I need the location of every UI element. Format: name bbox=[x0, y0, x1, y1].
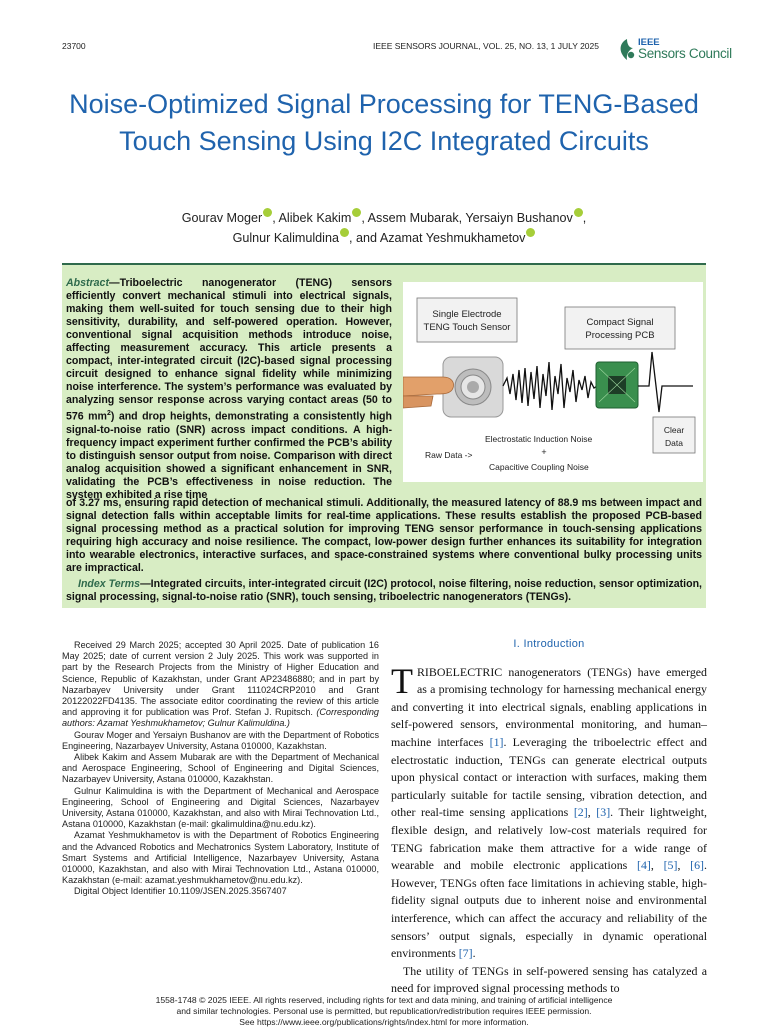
orcid-icon[interactable] bbox=[352, 208, 361, 217]
author-name: Yersaiyn Bushanov bbox=[465, 211, 573, 226]
finger-icon bbox=[403, 377, 454, 396]
noise-caption-2: Capacitive Coupling Noise bbox=[489, 462, 589, 472]
sensor-label-box bbox=[417, 298, 517, 342]
copyright-footer bbox=[60, 995, 708, 1027]
ieee-sensors-council-logo bbox=[617, 37, 732, 64]
author-list: Gourav Moger , Alibek Kakim , Assem Mubarak, Yersaiyn Bushanov , Gulnur Kalimuldina , and Azamat Yeshmukhametov bbox=[60, 208, 708, 248]
footnote-affiliation-3: Gulnur Kalimuldina is with the Department of Mechanical and Aerospace Engineering, School of Engineering and Digital Sciences, Nazarbayev University, Astana 010000, Kazakhstan, and also with Mirai Technovation Ltd., Astana 010000, Kazakhstan (e-mail: gkalimuldina@nu.edu.kz). bbox=[62, 785, 379, 830]
footnote-affiliation-1: Gourav Moger and Yersaiyn Bushanov are with the Department of Robotics Engineering, Nazarbayev University, Astana 010000, Kazakhstan. bbox=[62, 729, 379, 751]
footnote-doi: Digital Object Identifier 10.1109/JSEN.2025.3567407 bbox=[74, 886, 287, 897]
pcb-label-box bbox=[565, 307, 675, 349]
footer-line-1: 1558-1748 © 2025 IEEE. All rights reserved, including rights for text and data mining, and training of artificial intelligence bbox=[155, 995, 613, 1005]
footnote-affiliation-4: Azamat Yeshmukhametov is with the Department of Robotics Engineering and the Advanced Robotics and Mechatronics System Laboratory, Institute of Smart Systems and Artificial Intelligence, Nazarbayev University, Astana 010000, Kazakhstan, and also with Mirai Technovation Ltd., Astana 010000, Kazakhstan (e-mail: azamat.yeshmukhametov@nu.edu.kz). bbox=[62, 830, 379, 886]
author-name: Gulnur Kalimuldina bbox=[232, 231, 339, 246]
author-name: Assem Mubarak bbox=[367, 211, 459, 226]
abstract-body-cont: ) and drop heights, demonstrating a consistently high signal-to-noise ratio (SNR) across impact conditions. A high-frequency impact experiment further confirmed the PCB’s ability to distinguish sensor output from noise. Comparison with direct analog acquisition showed a significant enhancement in SNR, validating the PCB’s effectiveness in noise reduction. The system exhibited a rise time bbox=[66, 410, 392, 501]
footnote-affiliation-2: Alibek Kakim and Assem Mubarak are with the Department of Mechanical and Aerospace Engineering, School of Engineering and Digital Sciences, Nazarbayev University, Astana 010000, Kazakhstan. bbox=[62, 752, 379, 785]
author-name: Alibek Kakim bbox=[278, 211, 352, 226]
abstract-text-full: of 3.27 ms, ensuring rapid detection of mechanical stimuli. Additionally, the measured latency of 88.9 ms between impact and signal detection falls within acceptable limits for real-time applications. These results establish the proposed PCB-based signal processing method as a practical solution for improving TENG sensor performance in touch-sensing applications requiring high accuracy and noise resilience. The compact, low-power design further enhances its suitability for integration into wearable electronics, interactive surfaces, and space-constrained systems where conventional bulky processing units are impractical. bbox=[66, 497, 702, 574]
pcb-label-line1: Compact Signal bbox=[586, 317, 654, 328]
clear-data-line2: Data bbox=[665, 438, 683, 448]
footnote-column bbox=[62, 640, 379, 898]
orcid-icon[interactable] bbox=[574, 208, 583, 217]
index-terms-label: Index Terms bbox=[78, 578, 141, 590]
abstract-body: —Triboelectric nanogenerator (TENG) sensors efficiently convert mechanical stimuli into electrical signals, making them well-suited for touch sensing due to their high sensitivity, durability, and self-powered operation. However, conventional signal acquisition methods introduce noise, affecting measurement accuracy. This article presents a compact, inter-integrated circuit (I2C)-based signal processing circuit designed to enhance signal fidelity while minimizing noise interference. The system’s performance was evaluated by analyzing sensor response across varying contact areas (50 to 576 mm bbox=[66, 277, 392, 423]
index-terms-text: —Integrated circuits, inter-integrated circuit (I2C) protocol, noise filtering, noise reduction, sensor optimization, signal processing, signal-to-noise ratio (SNR), touch sensing, triboelectric nanogenerators (TENGs). bbox=[66, 578, 702, 603]
abstract-label: Abstract bbox=[66, 277, 109, 289]
footer-line-2: and similar technologies. Personal use is permitted, but republication/redistribution requires IEEE permission. bbox=[176, 1005, 592, 1016]
logo-icon bbox=[617, 38, 637, 62]
drop-cap: T bbox=[391, 660, 413, 701]
citation-link[interactable]: [4] bbox=[637, 858, 651, 873]
sensor-label-line2: TENG Touch Sensor bbox=[423, 322, 511, 333]
pcb-label-line2: Processing PCB bbox=[585, 330, 655, 341]
paper-title: Noise-Optimized Signal Processing for TENG-Based Touch Sensing Using I2C Integrated Circuits bbox=[69, 89, 699, 156]
logo-council-text: Sensors Council bbox=[638, 46, 732, 61]
figure-svg bbox=[403, 282, 703, 482]
section-heading-introduction: I. Introduction bbox=[513, 638, 585, 650]
introduction-column bbox=[391, 636, 707, 998]
journal-header: IEEE SENSORS JOURNAL, VOL. 25, NO. 13, 1 JULY 2025 bbox=[373, 41, 599, 51]
citation-link[interactable]: [5] bbox=[663, 858, 678, 873]
author-name: Azamat Yeshmukhametov bbox=[379, 231, 526, 246]
citation-link[interactable]: [1] bbox=[489, 734, 504, 749]
intro-paragraph-2: The utility of TENGs in self-powered sensing has catalyzed a need for improved signal processing methods to bbox=[391, 963, 707, 996]
sensor-label-line1: Single Electrode bbox=[432, 309, 502, 320]
raw-data-caption: Raw Data -> bbox=[425, 450, 473, 460]
intro-paragraph-1: TRIBOELECTRIC nanogenerators (TENGs) have emerged as a promising technology for harnessing mechanical energy and converting it into electrical signals, enabling applications in self-powered sensors, environmental monitoring, and human–machine interfaces [1]. Leveraging the triboelectric effect and electrostatic induction, TENGs can generate electrical outputs upon physical contact or interaction with surfaces, making them particularly suitable for tactile sensing, vibration detection, and other real-time sensing applications [2], [3]. Their lightweight, flexible design, and relatively low-cost materials required for TENG fabrication make them attractive for a wide range of wearable and mobile electronic applications [4], [5], [6]. However, TENGs often face limitations in achieving stable, high-fidelity signal outputs due to inherent noise and environmental interference, which can affect the accuracy and reliability of the sensors’ output signals, especially in dynamic operational environments [7]. bbox=[391, 660, 708, 961]
footer-line-3: See https://www.ieee.org/publications/rights/index.html for more information. bbox=[239, 1016, 529, 1027]
clear-data-line1: Clear bbox=[663, 425, 685, 435]
page-number: 23700 bbox=[62, 41, 86, 51]
clean-signal-waveform bbox=[638, 352, 693, 412]
logo-ieee-text: IEEE bbox=[638, 37, 660, 48]
noisy-signal-waveform bbox=[503, 362, 597, 410]
graphical-abstract-figure bbox=[403, 282, 703, 482]
author-name: Gourav Moger bbox=[181, 211, 263, 226]
orcid-icon[interactable] bbox=[263, 208, 272, 217]
orcid-icon[interactable] bbox=[526, 228, 535, 237]
index-terms bbox=[66, 578, 702, 604]
citation-link[interactable]: [2] bbox=[573, 805, 588, 820]
noise-caption-1: Electrostatic Induction Noise bbox=[485, 434, 593, 444]
citation-link[interactable]: [3] bbox=[596, 805, 611, 820]
footnote-received: Received 29 March 2025; accepted 30 April 2025. Date of publication 16 May 2025; date of current version 2 July 2025. This work was supported in part by the Research Projects from the Ministry of Higher Education and Science, Republic of Kazakhstan, under Grant AP23486880; and in part by Nazarbayev University under Grant 111024CRP2010 and Grant 20122022FD4135. The associate editor coordinating the review of this article and approving it for publication was Prof. Stefan J. Rupitsch. (Corresponding authors: Azamat Yeshmukhametov; Gulnur Kalimuldina.) bbox=[62, 640, 379, 729]
abstract-text-column: Abstract—Triboelectric nanogenerator (TENG) sensors efficiently convert mechanical stimuli into electrical signals, making them well-suited for touch sensing due to their high sensitivity, durability, and self-powered operation. However, conventional signal acquisition methods introduce noise, affecting measurement accuracy. This article presents a compact, inter-integrated circuit (I2C)-based signal processing circuit designed to enhance signal fidelity while minimizing noise interference. The system’s performance was evaluated by analyzing sensor response across varying contact areas (50 to 576 $mm^2$) and drop heights, demonstrating a consistently high signal-to-noise ratio (SNR) across impact conditions. A high-frequency impact experiment further confirmed the PCB’s ability to distinguish sensor output from noise. Comparison with direct analog acquisition showed a significant enhancement in SNR, validating the PCB’s effectiveness in noise reduction. The system exhibited a rise time bbox=[66, 277, 392, 501]
citation-link[interactable]: [6] bbox=[690, 858, 704, 873]
orcid-icon[interactable] bbox=[340, 228, 349, 237]
plus-sign: + bbox=[541, 447, 547, 457]
citation-link[interactable]: [7] bbox=[458, 946, 473, 961]
